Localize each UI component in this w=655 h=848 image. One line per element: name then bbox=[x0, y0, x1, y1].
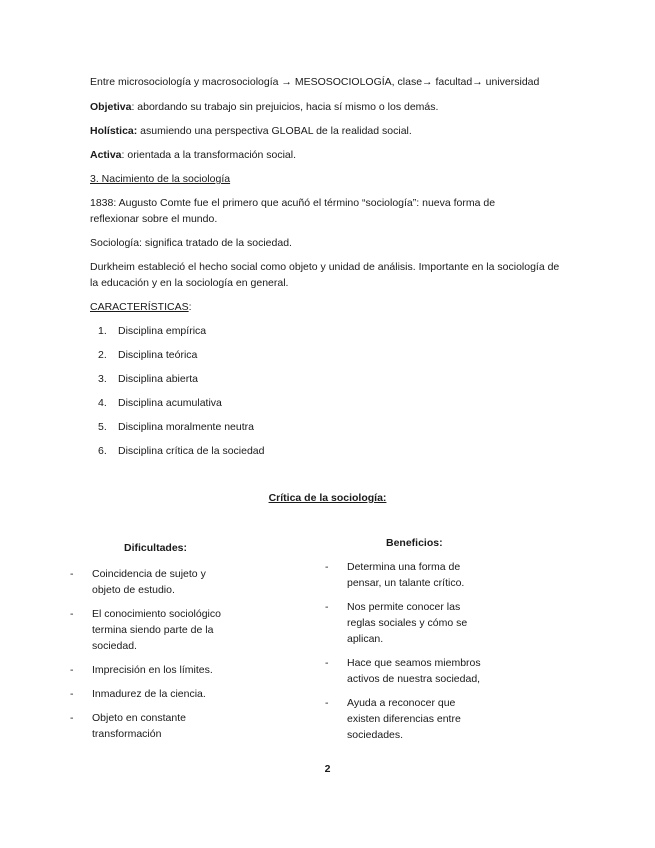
beneficios-heading: Beneficios: bbox=[386, 537, 443, 549]
objetiva-line: Objetiva: abordando su trabajo sin prejuicios, hacia sí mismo o los demás. bbox=[90, 101, 439, 113]
comte-paragraph: 1838: Augusto Comte fue el primero que acuñó el término “sociología”: nueva forma de reflexionar sobre el mundo. bbox=[90, 197, 496, 225]
caracteristicas-list bbox=[98, 323, 398, 467]
list-item: 4. Disciplina acumulativa bbox=[98, 397, 222, 409]
caracteristicas-heading: CARACTERÍSTICAS: bbox=[90, 301, 192, 313]
activa-line: Activa: orientada a la transformación social. bbox=[90, 149, 297, 161]
list-item: 1. Disciplina empírica bbox=[98, 325, 207, 337]
durkheim-paragraph: Durkheim estableció el hecho social como objeto y unidad de análisis. Importante en la sociología de la educación y en la sociología en general. bbox=[90, 261, 560, 289]
dificultades-heading: Dificultades: bbox=[124, 542, 188, 554]
list-item: - El conocimiento sociológico termina siendo parte de la sociedad. bbox=[70, 608, 221, 652]
list-item: 2. Disciplina teórica bbox=[98, 349, 198, 361]
page-number: 2 bbox=[324, 763, 331, 775]
holistica-label: Holística: bbox=[90, 125, 138, 137]
list-item: 3. Disciplina abierta bbox=[98, 373, 198, 385]
activa-label: Activa bbox=[90, 149, 122, 161]
list-item: 6. Disciplina crítica de la sociedad bbox=[98, 445, 265, 457]
critica-title: Crítica de la sociología: bbox=[268, 492, 387, 504]
list-item: - Ayuda a reconocer que existen diferencias entre sociedades. bbox=[325, 697, 461, 741]
list-item: 5. Disciplina moralmente neutra bbox=[98, 421, 254, 433]
holistica-line: Holística: asumiendo una perspectiva GLOBAL de la realidad social. bbox=[90, 125, 412, 137]
dificultades-list bbox=[70, 566, 232, 750]
list-item: - Objeto en constante transformación bbox=[70, 712, 186, 740]
objetiva-label: Objetiva bbox=[90, 101, 132, 113]
micro-macro-line: Entre microsociología y macrosociología → MESOSOCIOLOGÍA, clase→ facultad→ universidad bbox=[90, 76, 540, 88]
list-item: - Coincidencia de sujeto y objeto de estudio. bbox=[70, 568, 206, 596]
list-item: - Inmadurez de la ciencia. bbox=[70, 688, 206, 700]
definition-paragraph: Sociología: significa tratado de la sociedad. bbox=[90, 237, 292, 249]
beneficios-list bbox=[325, 559, 487, 751]
list-item: - Imprecisión en los límites. bbox=[70, 664, 213, 676]
list-item: - Nos permite conocer las reglas sociales y cómo se aplican. bbox=[325, 601, 468, 645]
list-item: - Determina una forma de pensar, un talante crítico. bbox=[325, 561, 465, 589]
section-heading: 3. Nacimiento de la sociología bbox=[90, 173, 231, 185]
list-item: - Hace que seamos miembros activos de nuestra sociedad, bbox=[325, 657, 481, 685]
